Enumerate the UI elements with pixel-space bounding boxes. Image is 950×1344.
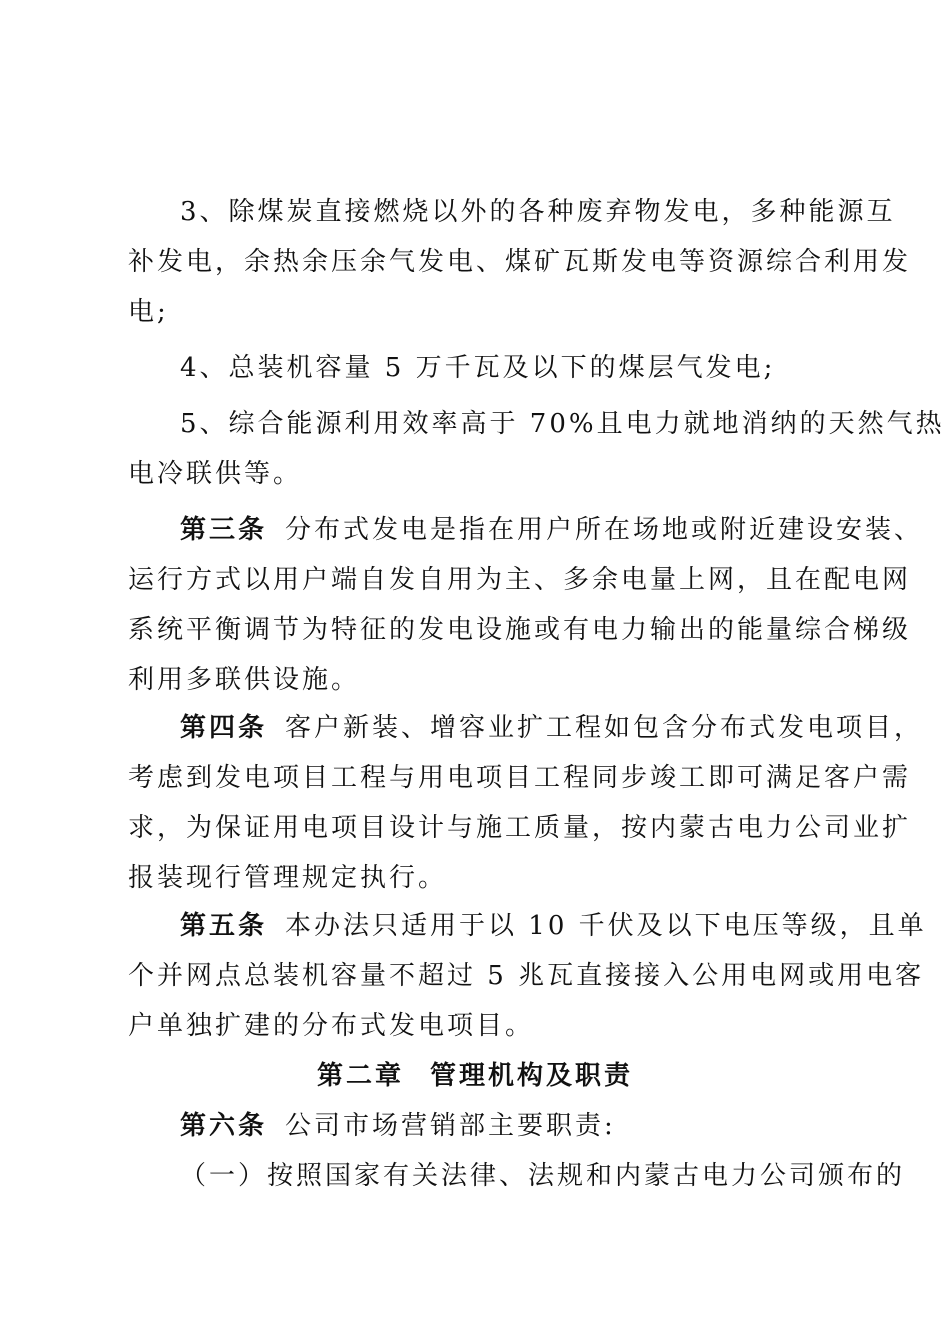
article-5-label: 第五条	[180, 911, 268, 941]
article-5-text: 本办法只适用于以 10 千伏及以下电压等级，且单	[285, 911, 927, 941]
article-5-line-1	[180, 910, 927, 942]
article-4-line-1	[180, 712, 923, 744]
article-4-line-3: 求，为保证用电项目设计与施工质量，按内蒙古电力公司业扩	[128, 813, 912, 843]
article-3-line-3: 系统平衡调节为特征的发电设施或有电力输出的能量综合梯级	[128, 615, 912, 645]
chapter-heading	[0, 1060, 950, 1092]
article-3-text: 分布式发电是指在用户所在场地或附近建设安装、	[285, 515, 924, 545]
chapter-number: 第二章	[316, 1061, 404, 1091]
article-4-line-4: 报装现行管理规定执行。	[128, 863, 448, 893]
article-4-text: 客户新装、增容业扩工程如包含分布式发电项目，	[285, 713, 924, 743]
article-5-line-3: 户单独扩建的分布式发电项目。	[128, 1011, 535, 1041]
clause-1-line-1: （一）按照国家有关法律、法规和内蒙古电力公司颁布的	[180, 1161, 906, 1191]
article-3-label: 第三条	[180, 515, 268, 545]
article-6-text: 公司市场营销部主要职责:	[285, 1111, 616, 1141]
article-4-line-2: 考虑到发电项目工程与用电项目工程同步竣工即可满足客户需	[128, 763, 912, 793]
item-5-line-1: 5、综合能源利用效率高于 70%且电力就地消纳的天然气热	[180, 409, 945, 439]
item-5-line-2: 电冷联供等。	[128, 459, 303, 489]
article-6-line-1	[180, 1110, 616, 1142]
article-4-label: 第四条	[180, 713, 268, 743]
article-5-line-2: 个并网点总装机容量不超过 5 兆瓦直接接入公用电网或用电客	[128, 961, 925, 991]
item-3-line-2: 补发电，余热余压余气发电、煤矿瓦斯发电等资源综合利用发	[128, 247, 912, 277]
article-3-line-1	[180, 514, 923, 546]
chapter-title: 管理机构及职责	[430, 1061, 634, 1091]
article-3-line-4: 利用多联供设施。	[128, 665, 361, 695]
item-3-line-3: 电;	[128, 297, 169, 327]
article-6-label: 第六条	[180, 1111, 268, 1141]
item-4-line-1: 4、总装机容量 5 万千瓦及以下的煤层气发电;	[180, 353, 776, 383]
item-3-line-1: 3、除煤炭直接燃烧以外的各种废弃物发电，多种能源互	[180, 197, 896, 227]
article-3-line-2: 运行方式以用户端自发自用为主、多余电量上网，且在配电网	[128, 565, 912, 595]
